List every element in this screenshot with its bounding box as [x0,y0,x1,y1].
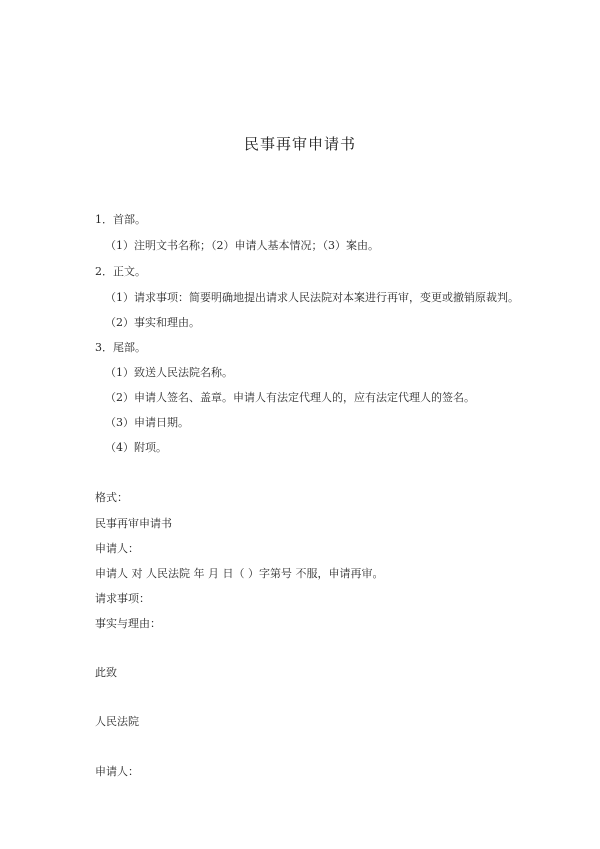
format-statement: 申请人 对 人民法院 年 月 日（ ）字第号 不服，申请再审。 [95,567,384,580]
format-facts: 事实与理由： [95,617,161,630]
section-heading-body: 2．正文。 [95,265,146,278]
section-item: （2）事实和理由。 [105,316,200,329]
format-requests: 请求事项： [95,592,150,605]
format-label: 格式： [95,491,128,504]
section-item: （1）致送人民法院名称。 [105,366,233,379]
format-salutation: 此致 [95,666,117,679]
section-item: （3）申请日期。 [105,416,189,429]
section-item: （1）请求事项：简要明确地提出请求人民法院对本案进行再审，变更或撤销原裁判。 [105,291,519,304]
format-court: 人民法院 [95,715,139,728]
section-item: （2）申请人签名、盖章。申请人有法定代理人的，应有法定代理人的签名。 [105,391,475,404]
section-heading-header: 1．首部。 [95,213,146,226]
format-doc-title: 民事再审申请书 [95,517,172,530]
document-title: 民事再审申请书 [243,135,356,153]
section-heading-footer: 3．尾部。 [95,341,146,354]
format-applicant: 申请人： [95,542,139,555]
format-signature: 申请人： [95,765,139,778]
section-item: （4）附项。 [105,441,167,454]
section-item: （1）注明文书名称；（2）申请人基本情况；（3）案由。 [105,239,379,252]
